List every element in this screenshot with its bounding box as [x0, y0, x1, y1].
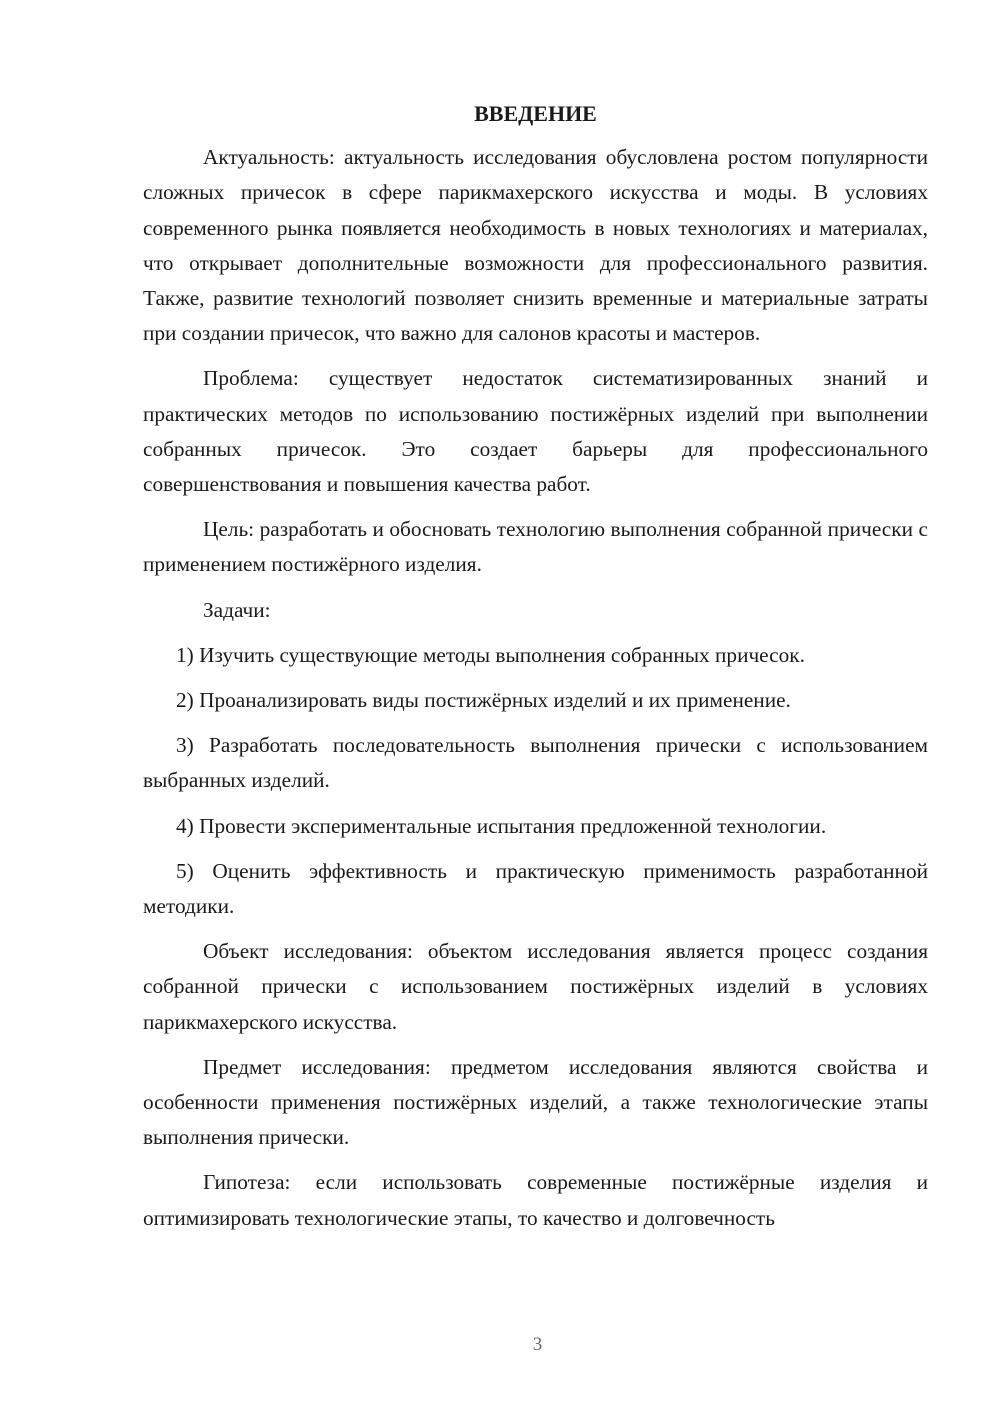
- object-paragraph: Объект исследования: объектом исследования является процесс создания собранной прически с использованием постижёрных изделий в условиях парикмахерского искусства.: [143, 939, 928, 1034]
- task-item-1: 1) Изучить существующие методы выполнения собранных причесок.: [176, 642, 805, 667]
- task-item-2: 2) Проанализировать виды постижёрных изделий и их применение.: [176, 688, 791, 713]
- hypothesis-paragraph: Гипотеза: если использовать современные постижёрные изделия и оптимизировать технологические этапы, то качество и долговечность: [143, 1170, 928, 1230]
- subject-paragraph: Предмет исследования: предметом исследования являются свойства и особенности применения постижёрных изделий, а также технологические этапы выполнения прически.: [143, 1054, 928, 1150]
- task-item-4: 4) Провести экспериментальные испытания предложенной технологии.: [176, 813, 827, 838]
- tasks-label: Задачи:: [203, 597, 271, 622]
- page-body: [143, 96, 928, 1246]
- problem-paragraph: Проблема: существует недостаток систематизированных знаний и практических методов по использованию постижёрных изделий при выполнении собранных причесок. Это создает барьеры для профессионального совершенствования и повышения качества работ.: [143, 366, 928, 497]
- goal-paragraph: Цель: разработать и обосновать технологию выполнения собранной прически с применением постижёрного изделия.: [143, 517, 928, 577]
- section-heading: ВВЕДЕНИЕ: [474, 101, 597, 126]
- relevance-paragraph: Актуальность: актуальность исследования обусловлена ростом популярности сложных причесок в сфере парикмахерского искусства и моды. В условиях современного рынка появляется необходимость в новых технологиях и материалах, что открывает дополнительные возможности для профессионального развития. Также, развитие технологий позволяет снизить временные и материальные затраты при создании причесок, что важно для салонов красоты и мастеров.: [143, 145, 928, 346]
- task-item-5: 5) Оценить эффективность и практическую применимость разработанной методики.: [143, 858, 928, 919]
- task-item-3: 3) Разработать последовательность выполнения прически с использованием выбранных изделий.: [143, 733, 928, 793]
- page-number: 3: [532, 1334, 543, 1355]
